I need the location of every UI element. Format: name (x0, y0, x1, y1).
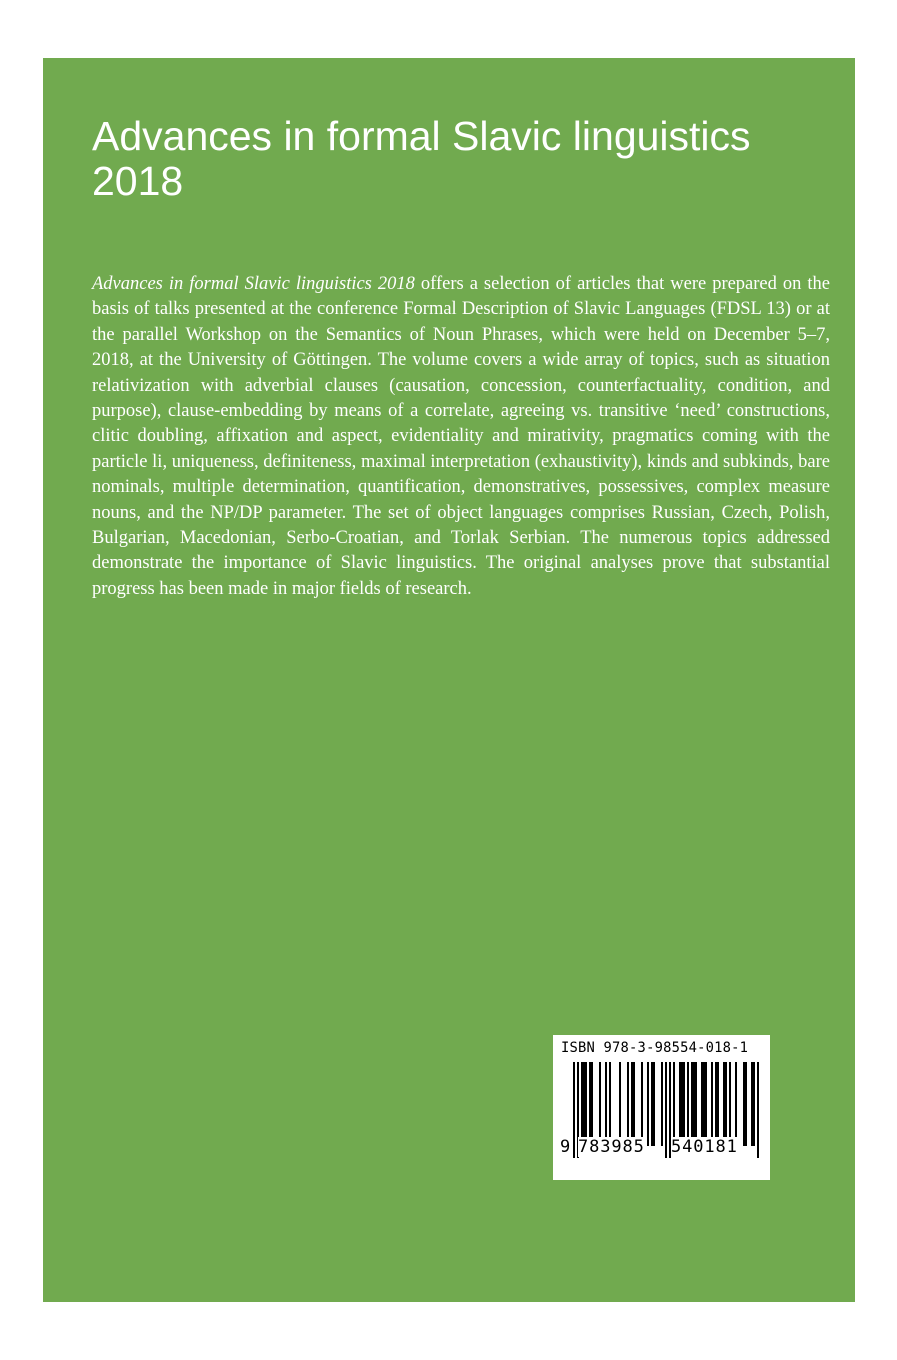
barcode-digits (553, 1137, 770, 1163)
barcode-bar-24 (729, 1062, 731, 1146)
barcode-bar-8 (627, 1062, 629, 1146)
barcode-bar-3 (589, 1062, 593, 1146)
barcode-bar-5 (605, 1062, 607, 1146)
barcode-bar-13 (661, 1062, 663, 1146)
book-title: Advances in formal Slavic linguistics 2018 (92, 113, 751, 204)
barcode-bar-7 (619, 1062, 621, 1146)
barcode-bar-18 (687, 1062, 689, 1146)
barcode-bar-27 (751, 1062, 755, 1146)
barcode-bar-6 (609, 1062, 611, 1146)
isbn-barcode-box (553, 1035, 770, 1180)
barcode-bar-21 (711, 1062, 713, 1146)
barcode-bar-25 (735, 1062, 737, 1146)
barcode-digits-right: 540181 (671, 1137, 738, 1157)
barcode-bar-22 (715, 1062, 719, 1146)
barcode-digits-left: 783985 (578, 1137, 645, 1157)
isbn-label: ISBN 978-3-98554-018-1 (561, 1040, 749, 1056)
barcode-bar-4 (599, 1062, 601, 1146)
barcode-bar-23 (723, 1062, 727, 1146)
barcode-bar-2 (581, 1062, 587, 1146)
barcode-bar-19 (691, 1062, 697, 1146)
barcode-bar-17 (679, 1062, 685, 1146)
barcode-bar-20 (701, 1062, 707, 1146)
book-blurb (92, 272, 830, 602)
barcode-digit-first: 9 (560, 1137, 571, 1157)
barcode-bar-10 (641, 1062, 643, 1146)
blurb-title-italic: Advances in formal Slavic linguistics 2018 (92, 274, 415, 294)
blurb-body: offers a selection of articles that were prepared on the basis of talks presented at the conference Formal Description of Slavic Languages (FDSL 13) or at the parallel Workshop on the Semantics of Noun Phrases, which were held on December 5–7, 2018, at the University of Göttingen. The volume covers a wide array of topics, such as situation relativization with adverbial clauses (causation, concession, counterfactuality, condition, and purpose), clause-embedding by means of a correlate, agreeing vs. transitive ‘need’ constructions, clitic doubling, affixation and aspect, evidentiality and mirativity, pragmatics coming with the particle li, uniqueness, definiteness, maximal interpretation (exhaustivity), kinds and subkinds, bare nominals, multiple determination, quantification, demonstratives, possessives, complex measure nouns, and the NP/DP parameter. The set of object languages comprises Russian, Czech, Polish, Bulgarian, Macedonian, Serbo-Croatian, and Torlak Serbian. The numerous topics addressed demonstrate the importance of Slavic linguistics. The original analyses prove that substantial progress has been made in major fields of research. (92, 274, 830, 599)
barcode-bar-16 (673, 1062, 675, 1146)
barcode-bar-11 (647, 1062, 649, 1146)
barcode-bar-12 (651, 1062, 655, 1146)
barcode-bar-9 (631, 1062, 635, 1146)
barcode-bar-26 (743, 1062, 747, 1146)
